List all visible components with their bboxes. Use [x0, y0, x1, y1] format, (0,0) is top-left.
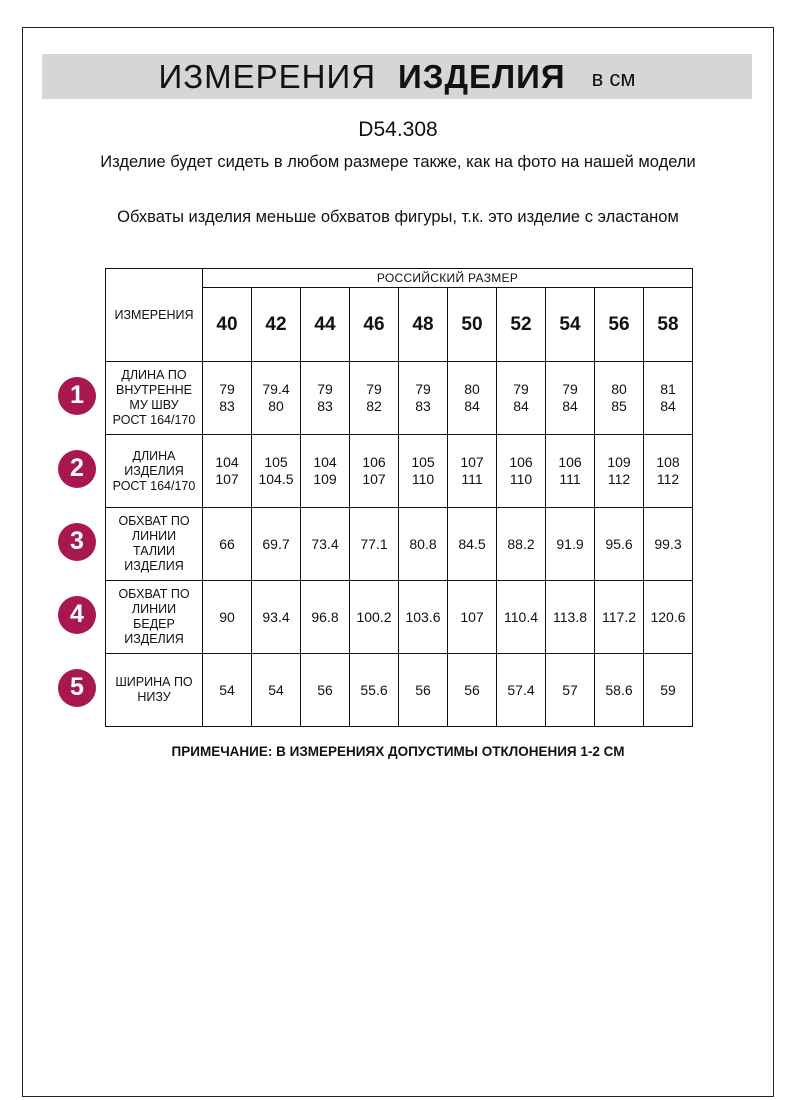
- value-cell: [252, 581, 301, 654]
- size-header-cell: 52: [497, 288, 546, 362]
- measurement-label: [106, 654, 203, 727]
- value-cell: [448, 362, 497, 435]
- value: 120.6: [650, 608, 686, 625]
- article-number: D54.308: [358, 118, 438, 141]
- tolerance-footnote: ПРИМЕЧАНИЕ: В ИЗМЕРЕНИЯХ ДОПУСТИМЫ ОТКЛОНЕНИЯ 1-2 СМ: [171, 744, 625, 759]
- value: 84.5: [458, 535, 486, 552]
- size-header-cell: 40: [203, 288, 252, 362]
- value: 80.8: [409, 535, 437, 552]
- value-cell: [399, 508, 448, 581]
- value-cell: [203, 362, 252, 435]
- measurement-label-line: РОСТ 164/170: [112, 478, 196, 493]
- value: 79: [219, 381, 235, 397]
- value: 79: [366, 381, 382, 397]
- value: 104.5: [258, 471, 294, 487]
- value: 99.3: [654, 535, 682, 552]
- value: 108: [656, 454, 680, 470]
- value-cell: [546, 362, 595, 435]
- value: 100.2: [356, 608, 392, 625]
- measurement-label-line: ИЗДЕЛИЯ: [124, 463, 184, 478]
- value-cell: [448, 508, 497, 581]
- value: 113.8: [553, 608, 587, 625]
- value: 77.1: [360, 535, 388, 552]
- value: 54: [268, 681, 284, 698]
- value: 79.4: [262, 381, 290, 397]
- value: 103.6: [405, 608, 441, 625]
- measurements-header: ИЗМЕРЕНИЯ: [106, 269, 203, 362]
- elastane-note: Обхваты изделия меньше обхватов фигуры, т.к. это изделие с эластаном: [117, 208, 679, 226]
- value: 83: [219, 398, 235, 414]
- value: 90: [219, 608, 235, 625]
- value-cell: [399, 581, 448, 654]
- value: 106: [558, 454, 582, 470]
- size-header-cell: 48: [399, 288, 448, 362]
- value: 95.6: [605, 535, 633, 552]
- value: 96.8: [311, 608, 339, 625]
- value: 84: [660, 398, 676, 414]
- size-header-cell: 44: [301, 288, 350, 362]
- value-cell: [595, 654, 644, 727]
- value-cell: [644, 581, 693, 654]
- value: 105: [264, 454, 288, 470]
- row-number-badge: 2: [58, 450, 96, 488]
- value-cell: [546, 654, 595, 727]
- value: 82: [366, 398, 382, 414]
- value-cell: [301, 654, 350, 727]
- title-part-1: ИЗМЕРЕНИЯ: [158, 57, 377, 95]
- value: 73.4: [311, 535, 339, 552]
- value-cell: [350, 508, 399, 581]
- value-cell: [595, 581, 644, 654]
- value-cell: [350, 581, 399, 654]
- value: 81: [660, 381, 676, 397]
- value-cell: [252, 508, 301, 581]
- measurement-row: [106, 508, 693, 581]
- value-cell: [546, 581, 595, 654]
- value-cell: [301, 508, 350, 581]
- value: 58.6: [605, 681, 633, 698]
- row-number-badge: 4: [58, 596, 96, 634]
- size-header-cell: 50: [448, 288, 497, 362]
- measurement-row: [106, 654, 693, 727]
- value: 110: [509, 471, 533, 487]
- size-header-cell: 42: [252, 288, 301, 362]
- value-cell: [595, 435, 644, 508]
- measurement-label-line: ДЛИНА: [132, 448, 176, 463]
- value-cell: [301, 435, 350, 508]
- value-cell: [497, 581, 546, 654]
- value: 106: [362, 454, 386, 470]
- value: 83: [415, 398, 431, 414]
- value: 91.9: [556, 535, 584, 552]
- measurement-label-line: ОБХВАТ ПО: [118, 587, 190, 601]
- value: 54: [219, 681, 235, 698]
- value: 107: [460, 454, 484, 470]
- value-cell: [595, 508, 644, 581]
- value-cell: [399, 654, 448, 727]
- value-cell: [497, 435, 546, 508]
- value: 85: [611, 398, 627, 414]
- value: 66: [219, 535, 235, 552]
- title-unit: в см: [591, 65, 636, 91]
- value-cell: [497, 362, 546, 435]
- value-cell: [595, 362, 644, 435]
- value-cell: [350, 654, 399, 727]
- value: 111: [559, 471, 581, 487]
- value: 57: [562, 681, 578, 698]
- title-part-2: ИЗДЕЛИЯ: [398, 57, 566, 95]
- value: 107: [460, 608, 484, 625]
- value-cell: [448, 435, 497, 508]
- value: 112: [656, 471, 680, 487]
- value: 80: [611, 381, 627, 397]
- value-cell: [301, 362, 350, 435]
- value-cell: [203, 435, 252, 508]
- value-cell: [399, 435, 448, 508]
- value: 59: [660, 681, 676, 698]
- measurement-label-line: ВНУТРЕННЕ: [115, 383, 192, 397]
- value-cell: [350, 435, 399, 508]
- value: 112: [607, 471, 631, 487]
- value: 80: [268, 398, 284, 414]
- value-cell: [448, 654, 497, 727]
- value: 84: [562, 398, 578, 414]
- value: 83: [317, 398, 333, 414]
- size-header-cell: 54: [546, 288, 595, 362]
- value: 79: [562, 381, 578, 397]
- measurement-label-line: ИЗДЕЛИЯ: [124, 632, 184, 646]
- value: 79: [317, 381, 333, 397]
- measurement-label-line: БЕДЕР: [133, 617, 175, 631]
- measurement-row: [106, 435, 693, 508]
- value: 56: [464, 681, 480, 698]
- value-cell: [644, 362, 693, 435]
- measurement-label: [106, 581, 203, 654]
- value-cell: [203, 654, 252, 727]
- row-number-badge: 5: [58, 669, 96, 707]
- value-cell: [546, 508, 595, 581]
- value: 80: [464, 381, 480, 397]
- measurement-label: [106, 362, 203, 435]
- title-banner: [42, 54, 752, 99]
- measurement-label-line: ТАЛИИ: [132, 544, 175, 558]
- measurement-label-line: РОСТ 164/170: [112, 413, 196, 427]
- measurement-label-line: ДЛИНА ПО: [121, 368, 187, 382]
- value-cell: [644, 508, 693, 581]
- row-number-badge: 1: [58, 377, 96, 415]
- size-header-cell: 56: [595, 288, 644, 362]
- value-cell: [497, 654, 546, 727]
- value-cell: [644, 654, 693, 727]
- value-cell: [399, 362, 448, 435]
- value: 109: [607, 454, 631, 470]
- measurement-label-line: МУ ШВУ: [129, 398, 179, 412]
- value: 79: [513, 381, 529, 397]
- value: 84: [464, 398, 480, 414]
- value: 109: [313, 471, 337, 487]
- measurement-label-line: НИЗУ: [137, 690, 171, 704]
- value: 107: [362, 471, 386, 487]
- size-header-cell: 46: [350, 288, 399, 362]
- measurement-row: [106, 581, 693, 654]
- measurement-label: [106, 508, 203, 581]
- value: 56: [317, 681, 333, 698]
- measurement-row: [106, 362, 693, 435]
- value: 106: [509, 454, 533, 470]
- size-table: [105, 268, 693, 727]
- value: 93.4: [262, 608, 290, 625]
- value-cell: [350, 362, 399, 435]
- measurement-label-line: ЛИНИИ: [131, 602, 177, 616]
- value: 110.4: [504, 608, 538, 625]
- value-cell: [252, 362, 301, 435]
- value-cell: [252, 654, 301, 727]
- russian-size-header: РОССИЙСКИЙ РАЗМЕР: [203, 269, 693, 288]
- row-number-badge: 3: [58, 523, 96, 561]
- measurement-label-line: ОБХВАТ ПО: [118, 514, 190, 528]
- value: 84: [513, 398, 529, 414]
- value-cell: [252, 435, 301, 508]
- value: 56: [415, 681, 431, 698]
- value: 110: [411, 471, 435, 487]
- value: 55.6: [360, 681, 388, 698]
- measurement-label-line: ЛИНИИ: [131, 529, 177, 543]
- value-cell: [203, 581, 252, 654]
- value: 69.7: [262, 535, 290, 552]
- value: 104: [215, 454, 239, 470]
- size-header-cell: 58: [644, 288, 693, 362]
- measurement-label-line: ИЗДЕЛИЯ: [124, 559, 184, 573]
- value: 88.2: [507, 535, 535, 552]
- measurement-label: [106, 435, 203, 508]
- value: 57.4: [507, 681, 535, 698]
- value-cell: [448, 581, 497, 654]
- measurement-label-line: ШИРИНА ПО: [115, 675, 193, 689]
- value-cell: [203, 508, 252, 581]
- value-cell: [546, 435, 595, 508]
- value: 107: [215, 471, 239, 487]
- fit-note: Изделие будет сидеть в любом размере также, как на фото на нашей модели: [100, 153, 696, 171]
- value: 79: [415, 381, 431, 397]
- value-cell: [644, 435, 693, 508]
- value-cell: [497, 508, 546, 581]
- value-cell: [301, 581, 350, 654]
- value: 111: [461, 471, 483, 487]
- value: 117.2: [602, 608, 636, 625]
- value: 104: [313, 454, 337, 470]
- value: 105: [411, 454, 435, 470]
